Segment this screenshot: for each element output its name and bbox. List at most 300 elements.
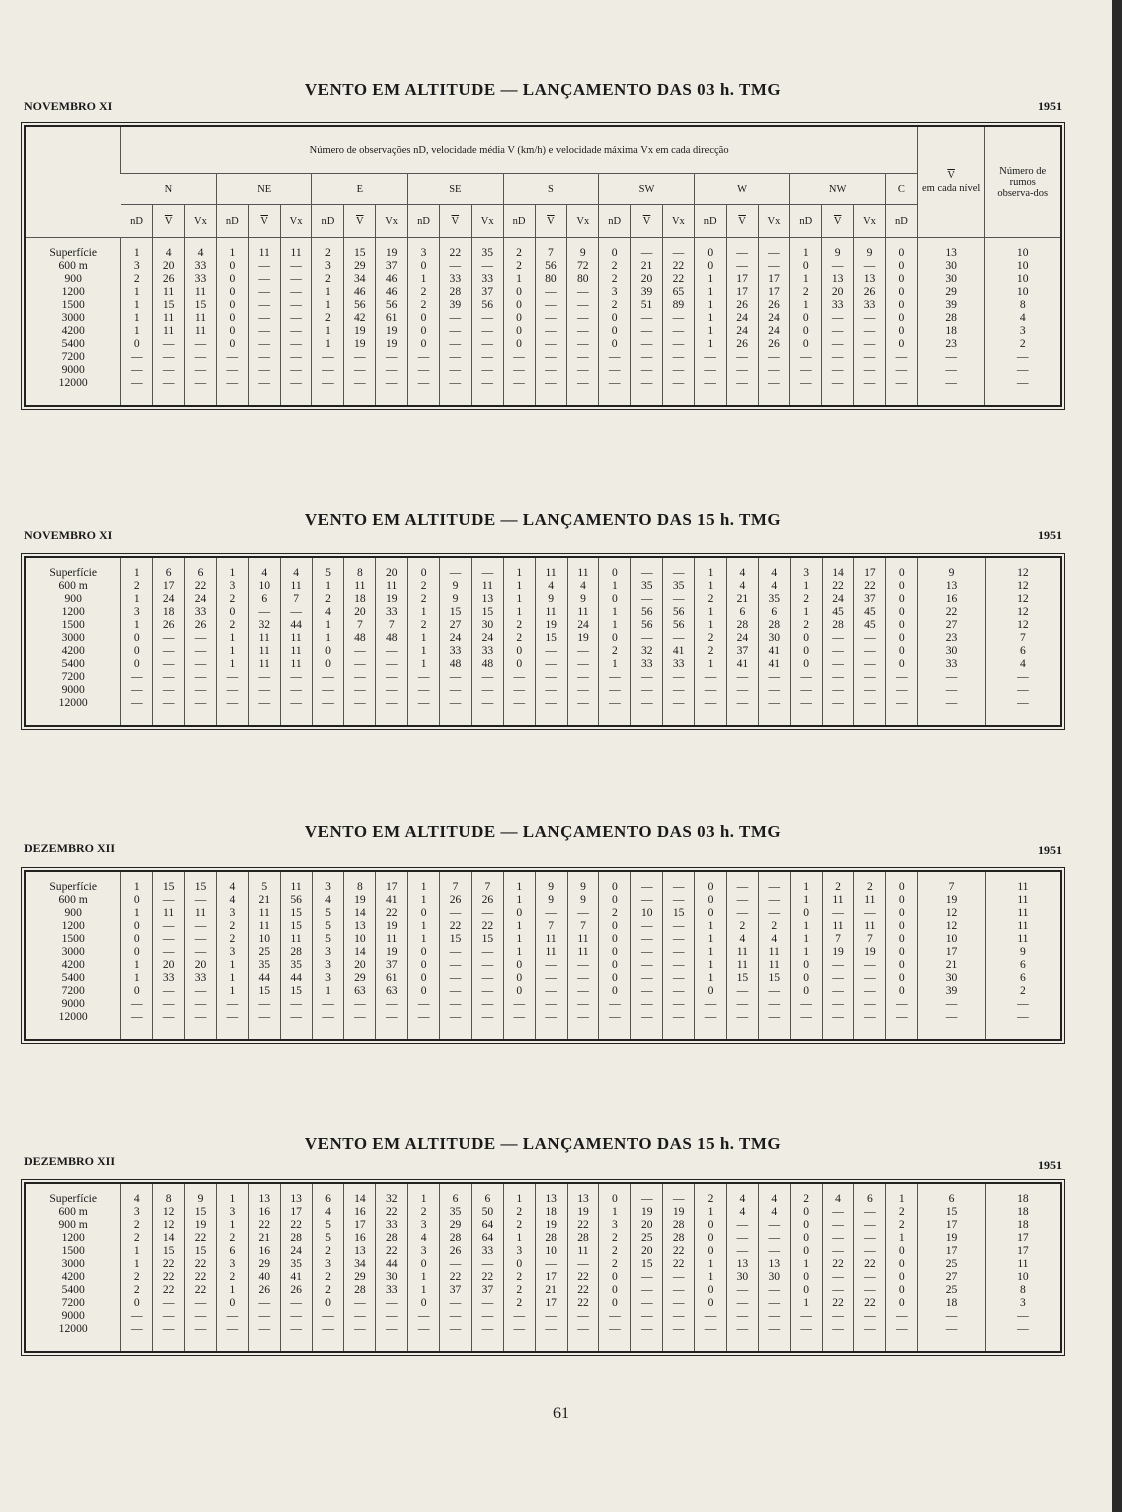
data-cell: 1 xyxy=(121,592,153,605)
data-cell: 22 xyxy=(854,579,886,592)
table-row xyxy=(26,272,1060,285)
data-cell: 22 xyxy=(918,605,986,618)
data-cell: — xyxy=(758,1244,790,1257)
spacer-cell xyxy=(535,709,567,725)
data-cell: 26 xyxy=(854,285,886,298)
level-label: 7200 xyxy=(61,350,85,363)
data-cell: 0 xyxy=(599,1296,631,1309)
spacer-cell xyxy=(790,872,822,880)
data-cell: 12 xyxy=(985,579,1060,592)
data-cell: 3 xyxy=(408,246,440,259)
data-cell: 5 xyxy=(312,919,344,932)
data-cell: 22 xyxy=(440,1270,472,1283)
data-cell: — xyxy=(822,324,854,337)
data-cell: 1 xyxy=(695,1205,727,1218)
data-cell: — xyxy=(185,644,217,657)
data-cell: 11 xyxy=(248,919,280,932)
data-cell: — xyxy=(985,1322,1060,1335)
spacer-cell xyxy=(312,1023,344,1039)
spacer-cell xyxy=(376,238,408,247)
spacer-cell xyxy=(854,709,886,725)
data-cell: 2 xyxy=(121,579,153,592)
data-cell: — xyxy=(312,1309,344,1322)
spacer-cell xyxy=(439,389,471,405)
spacer-cell xyxy=(185,1023,217,1039)
data-cell: 11 xyxy=(854,893,886,906)
spacer-cell xyxy=(503,872,535,880)
data-cell: 39 xyxy=(918,984,986,997)
data-cell: 1 xyxy=(886,1192,918,1205)
data-cell: 56 xyxy=(631,605,663,618)
data-cell: — xyxy=(758,1218,790,1231)
level-label: 5400 xyxy=(61,657,85,670)
data-cell: — xyxy=(631,1270,663,1283)
spacer-cell xyxy=(790,1184,822,1192)
data-cell: — xyxy=(503,1309,535,1322)
data-cell: — xyxy=(216,670,248,683)
data-cell: 0 xyxy=(408,311,440,324)
v-subheader: $\overline{V}$ xyxy=(439,205,471,238)
data-cell: 15 xyxy=(185,1205,217,1218)
data-cell: 10 xyxy=(985,285,1060,298)
data-cell: 1 xyxy=(312,337,344,350)
data-cell: 13 xyxy=(854,272,886,285)
data-cell: 21 xyxy=(248,1231,280,1244)
data-cell: — xyxy=(535,1257,567,1270)
data-cell: — xyxy=(758,376,790,389)
data-cell: — xyxy=(854,311,886,324)
data-cell: — xyxy=(535,1010,567,1023)
data-cell: 20 xyxy=(344,605,376,618)
data-cell: 33 xyxy=(376,605,408,618)
data-cell: 0 xyxy=(408,1257,440,1270)
data-cell: 0 xyxy=(886,984,918,997)
data-cell: 37 xyxy=(376,259,408,272)
data-cell: — xyxy=(854,324,886,337)
data-cell: — xyxy=(185,997,217,1010)
data-cell: — xyxy=(216,1010,248,1023)
data-cell: 20 xyxy=(822,285,854,298)
data-cell: 25 xyxy=(248,945,280,958)
data-cell: — xyxy=(854,631,886,644)
table-row xyxy=(26,644,1060,657)
data-cell: — xyxy=(822,670,854,683)
data-cell: 16 xyxy=(344,1231,376,1244)
data-cell: 17 xyxy=(376,880,408,893)
data-cell: 10 xyxy=(631,906,663,919)
data-cell: 15 xyxy=(663,906,695,919)
data-cell: 3 xyxy=(121,605,153,618)
data-cell: 0 xyxy=(790,984,822,997)
data-cell: 11 xyxy=(726,958,758,971)
data-cell: 0 xyxy=(408,259,440,272)
data-cell: 1 xyxy=(312,631,344,644)
data-cell: — xyxy=(471,1010,503,1023)
data-cell: 30 xyxy=(758,631,790,644)
level-label: 1500 xyxy=(61,618,85,631)
data-cell: 0 xyxy=(408,984,440,997)
data-cell: — xyxy=(886,997,918,1010)
data-cell: 19 xyxy=(567,631,599,644)
data-cell: 12 xyxy=(153,1218,185,1231)
data-cell: 19 xyxy=(344,337,376,350)
spacer-cell xyxy=(885,389,917,405)
data-cell: 46 xyxy=(376,272,408,285)
data-cell: — xyxy=(185,337,217,350)
data-cell: — xyxy=(758,1283,790,1296)
data-cell: — xyxy=(918,1010,986,1023)
spacer-cell xyxy=(408,389,440,405)
data-cell: 0 xyxy=(886,893,918,906)
data-cell: 2 xyxy=(503,1205,535,1218)
data-cell: 3 xyxy=(408,1244,440,1257)
data-cell: 17 xyxy=(985,1231,1060,1244)
table-row xyxy=(26,1296,1060,1309)
data-cell: — xyxy=(567,376,599,389)
spacer-cell xyxy=(758,1023,790,1039)
data-cell: 33 xyxy=(376,1218,408,1231)
data-cell: — xyxy=(280,997,312,1010)
data-cell: 2 xyxy=(503,246,535,259)
data-cell: 0 xyxy=(886,906,918,919)
data-cell: 17 xyxy=(758,272,790,285)
data-cell: 9 xyxy=(854,246,886,259)
data-cell: 2 xyxy=(695,644,727,657)
data-cell: — xyxy=(185,670,217,683)
data-cell: 41 xyxy=(280,1270,312,1283)
data-cell: — xyxy=(631,337,663,350)
data-cell: 1 xyxy=(790,1257,822,1270)
data-cell: 1 xyxy=(121,971,153,984)
data-cell: 15 xyxy=(631,1257,663,1270)
spacer-cell xyxy=(918,872,986,880)
data-cell: 30 xyxy=(918,644,986,657)
data-cell: 10 xyxy=(985,246,1060,259)
data-cell: — xyxy=(121,363,153,376)
data-cell: — xyxy=(726,1244,758,1257)
data-cell: 2 xyxy=(503,259,535,272)
table-row xyxy=(26,1283,1060,1296)
data-cell: — xyxy=(153,696,185,709)
data-cell: — xyxy=(822,1218,854,1231)
data-cell: — xyxy=(121,683,153,696)
data-cell: 6 xyxy=(985,971,1060,984)
data-cell: 26 xyxy=(471,893,503,906)
data-cell: 14 xyxy=(344,1192,376,1205)
data-cell: 0 xyxy=(503,644,535,657)
data-cell: 1 xyxy=(695,618,727,631)
data-cell: 11 xyxy=(280,880,312,893)
data-cell: — xyxy=(439,376,471,389)
data-cell: — xyxy=(216,683,248,696)
spacer-cell xyxy=(471,1184,503,1192)
data-cell: — xyxy=(663,945,695,958)
data-cell: 22 xyxy=(822,1257,854,1270)
spacer-cell xyxy=(185,389,217,405)
data-cell: 20 xyxy=(153,958,185,971)
data-cell: 0 xyxy=(503,958,535,971)
data-cell: — xyxy=(822,1010,854,1023)
data-cell: — xyxy=(694,376,726,389)
spacer-cell xyxy=(822,1023,854,1039)
spacer-cell xyxy=(440,558,472,566)
level-label: 900 xyxy=(64,592,82,605)
spacer-cell xyxy=(312,558,344,566)
data-cell: — xyxy=(917,376,985,389)
data-cell: — xyxy=(344,363,376,376)
table-row xyxy=(26,605,1060,618)
data-cell: 11 xyxy=(567,1244,599,1257)
data-cell: 2 xyxy=(503,1283,535,1296)
data-cell: 39 xyxy=(439,298,471,311)
data-cell: 13 xyxy=(917,246,985,259)
data-cell: 11 xyxy=(535,945,567,958)
data-cell: — xyxy=(185,919,217,932)
data-cell: 16 xyxy=(248,1205,280,1218)
data-cell: 15 xyxy=(440,932,472,945)
data-cell: 3 xyxy=(985,1296,1060,1309)
data-cell: 3 xyxy=(121,1205,153,1218)
direction-header: SW xyxy=(599,174,695,205)
data-cell: 19 xyxy=(631,1205,663,1218)
data-cell: — xyxy=(917,350,985,363)
level-label: 12000 xyxy=(58,696,88,709)
data-cell: — xyxy=(886,683,918,696)
spacer-cell xyxy=(662,389,694,405)
data-cell: 1 xyxy=(695,958,727,971)
data-cell: 2 xyxy=(408,592,440,605)
data-cell: 19 xyxy=(376,246,408,259)
level-label: 12000 xyxy=(58,376,88,389)
data-cell: — xyxy=(822,657,854,670)
spacer-cell xyxy=(631,872,663,880)
data-cell: — xyxy=(153,1322,185,1335)
data-cell: — xyxy=(822,1270,854,1283)
spacer-cell xyxy=(663,1335,695,1351)
data-cell: 0 xyxy=(216,311,248,324)
data-cell: — xyxy=(280,298,312,311)
data-cell: 0 xyxy=(885,272,917,285)
data-cell: 2 xyxy=(599,272,631,285)
data-cell: — xyxy=(248,1322,280,1335)
data-cell: 0 xyxy=(886,605,918,618)
table-row xyxy=(26,1257,1060,1270)
data-cell: 15 xyxy=(471,932,503,945)
data-cell: — xyxy=(854,350,886,363)
level-label: 4200 xyxy=(61,324,85,337)
spacer-cell xyxy=(153,709,185,725)
data-cell: 0 xyxy=(121,644,153,657)
nd-subheader: nD xyxy=(790,205,822,238)
spacer-cell xyxy=(822,558,854,566)
data-cell: 3 xyxy=(216,1205,248,1218)
data-cell: — xyxy=(248,285,280,298)
spacer-cell xyxy=(280,872,312,880)
data-cell: 0 xyxy=(408,324,440,337)
data-cell: 0 xyxy=(599,932,631,945)
nd-subheader: nD xyxy=(408,205,440,238)
level-label: 1200 xyxy=(61,605,85,618)
level-label: 9000 xyxy=(61,1309,85,1322)
data-cell: — xyxy=(663,1192,695,1205)
data-cell: 13 xyxy=(726,1257,758,1270)
spacer-cell xyxy=(885,238,917,247)
data-cell: — xyxy=(535,683,567,696)
data-cell: 0 xyxy=(885,311,917,324)
data-cell: 19 xyxy=(376,592,408,605)
data-cell: 26 xyxy=(248,1283,280,1296)
data-cell: — xyxy=(280,272,312,285)
data-cell: 1 xyxy=(695,579,727,592)
data-cell: 0 xyxy=(790,631,822,644)
data-cell: — xyxy=(567,337,599,350)
data-cell: 9 xyxy=(985,945,1060,958)
spacer-cell xyxy=(312,1335,344,1351)
block-title: VENTO EM ALTITUDE — LANÇAMENTO DAS 15 h. TMG xyxy=(304,1134,782,1153)
spacer-cell xyxy=(790,238,822,247)
data-cell: — xyxy=(854,1322,886,1335)
data-cell: — xyxy=(567,363,599,376)
data-cell: 37 xyxy=(376,958,408,971)
nd-subheader: nD xyxy=(216,205,248,238)
data-cell: — xyxy=(153,376,185,389)
data-cell: 1 xyxy=(503,566,535,579)
data-cell: — xyxy=(312,997,344,1010)
table-row xyxy=(26,997,1060,1010)
spacer-cell xyxy=(822,1184,854,1192)
data-cell: 0 xyxy=(885,298,917,311)
spacer-cell xyxy=(726,558,758,566)
data-cell: — xyxy=(663,893,695,906)
spacer-cell xyxy=(185,872,217,880)
data-cell: 24 xyxy=(726,311,758,324)
spacer-cell xyxy=(886,872,918,880)
data-cell: — xyxy=(663,1010,695,1023)
data-cell: — xyxy=(439,259,471,272)
spacer-cell xyxy=(822,872,854,880)
data-cell: — xyxy=(567,670,599,683)
spacer-cell xyxy=(26,558,121,566)
data-cell: — xyxy=(376,1309,408,1322)
data-cell: 17 xyxy=(918,945,986,958)
data-cell: 0 xyxy=(695,1244,727,1257)
table-row xyxy=(26,670,1060,683)
data-cell: — xyxy=(153,644,185,657)
data-cell: — xyxy=(471,1296,503,1309)
level-label: 1500 xyxy=(61,932,85,945)
spacer-cell xyxy=(631,1184,663,1192)
data-cell: 14 xyxy=(344,906,376,919)
data-cell: 11 xyxy=(185,324,217,337)
data-cell: 41 xyxy=(758,644,790,657)
data-cell: 29 xyxy=(917,285,985,298)
data-cell: — xyxy=(758,350,790,363)
data-cell: 11 xyxy=(185,906,217,919)
table-row xyxy=(26,932,1060,945)
direction-header: NE xyxy=(216,174,312,205)
v-subheader: $\overline{V}$ xyxy=(822,205,854,238)
data-cell: 24 xyxy=(726,631,758,644)
data-cell: 1 xyxy=(790,246,822,259)
data-cell: 11 xyxy=(758,945,790,958)
data-cell: 15 xyxy=(185,880,217,893)
data-cell: — xyxy=(280,285,312,298)
data-cell: 13 xyxy=(567,1192,599,1205)
data-cell: — xyxy=(631,958,663,971)
data-cell: 6 xyxy=(758,605,790,618)
data-cell: 15 xyxy=(344,246,376,259)
data-cell: — xyxy=(918,1309,986,1322)
data-cell: 11 xyxy=(153,285,185,298)
data-cell: — xyxy=(726,683,758,696)
data-cell: 29 xyxy=(344,971,376,984)
spacer-cell xyxy=(408,1184,440,1192)
spacer-cell xyxy=(985,709,1060,725)
data-cell: 0 xyxy=(886,1244,918,1257)
data-cell: 11 xyxy=(280,631,312,644)
spacer-cell xyxy=(153,1335,185,1351)
data-cell: — xyxy=(153,670,185,683)
data-cell: — xyxy=(599,696,631,709)
spacer-cell xyxy=(726,1335,758,1351)
data-cell: 56 xyxy=(631,618,663,631)
data-cell: — xyxy=(344,683,376,696)
data-cell: — xyxy=(408,1309,440,1322)
data-cell: 8 xyxy=(153,1192,185,1205)
spacer-cell xyxy=(376,1023,408,1039)
spacer-cell xyxy=(408,1335,440,1351)
vx-subheader: Vx xyxy=(280,205,312,238)
data-cell: — xyxy=(216,1309,248,1322)
spacer-cell xyxy=(408,872,440,880)
data-cell: 2 xyxy=(312,1244,344,1257)
data-cell: 44 xyxy=(280,618,312,631)
data-cell: — xyxy=(822,997,854,1010)
data-cell: 4 xyxy=(758,579,790,592)
data-cell: — xyxy=(248,997,280,1010)
data-cell: 37 xyxy=(854,592,886,605)
data-cell: 29 xyxy=(344,259,376,272)
data-cell: 33 xyxy=(822,298,854,311)
spacer-cell xyxy=(376,872,408,880)
data-cell: 17 xyxy=(918,1244,986,1257)
data-cell: 2 xyxy=(985,984,1060,997)
data-cell: 1 xyxy=(216,246,248,259)
spacer-cell xyxy=(503,389,535,405)
data-cell: 15 xyxy=(153,880,185,893)
data-cell: — xyxy=(694,363,726,376)
spacer-cell xyxy=(599,389,631,405)
table-row xyxy=(26,618,1060,631)
data-cell: 63 xyxy=(344,984,376,997)
data-cell: 1 xyxy=(790,298,822,311)
table-row xyxy=(26,893,1060,906)
data-cell: 11 xyxy=(567,605,599,618)
data-cell: — xyxy=(121,1309,153,1322)
data-cell: 1 xyxy=(121,298,153,311)
spacer-cell xyxy=(985,238,1060,247)
data-cell: — xyxy=(854,1010,886,1023)
data-cell: 2 xyxy=(503,1270,535,1283)
data-cell: 5 xyxy=(312,1218,344,1231)
data-cell: — xyxy=(758,906,790,919)
data-cell: 1 xyxy=(503,272,535,285)
data-cell: — xyxy=(185,696,217,709)
data-cell: — xyxy=(376,670,408,683)
data-cell: 4 xyxy=(985,311,1060,324)
data-cell: — xyxy=(885,376,917,389)
data-cell: 0 xyxy=(408,958,440,971)
